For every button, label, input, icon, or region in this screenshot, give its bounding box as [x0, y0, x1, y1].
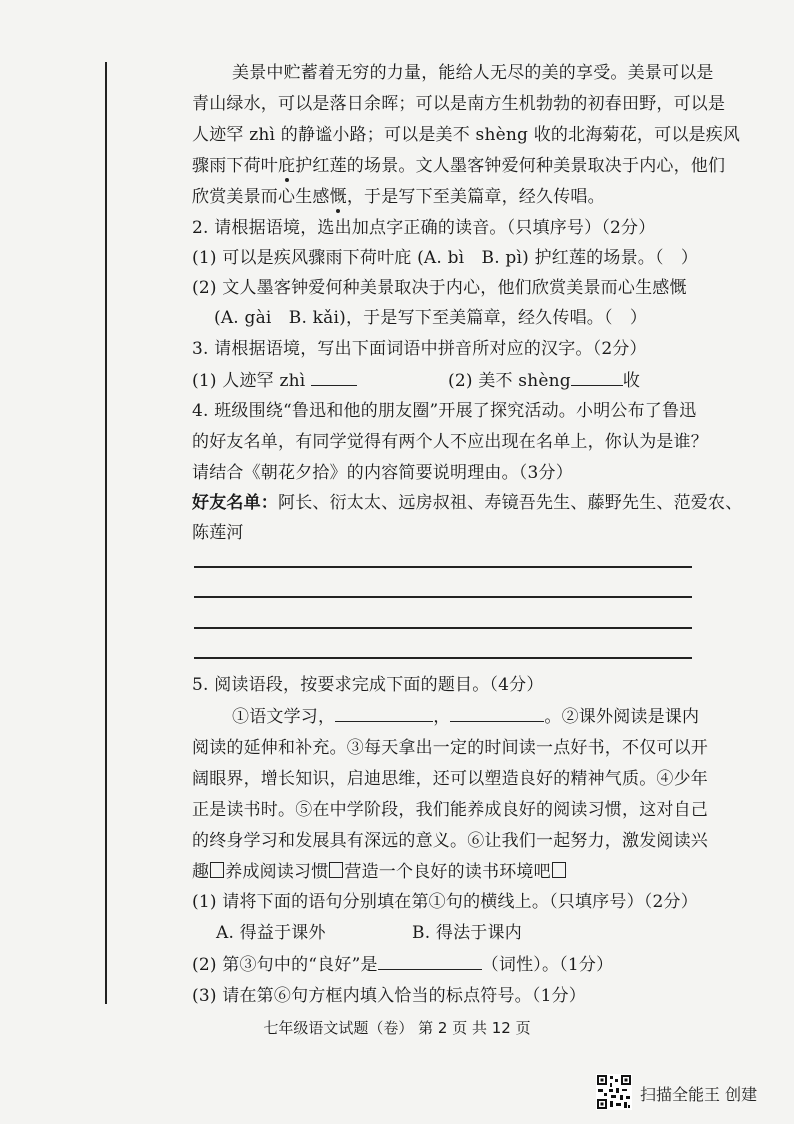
q3-title: 3. 请根据语境，写出下面词语中拼音所对应的汉字。（2分） [192, 339, 647, 359]
q5-sub-3: (3) 请在第⑥句方框内填入恰当的标点符号。（1分） [192, 986, 586, 1006]
para-text: 。②课外阅读是课内 [544, 707, 700, 727]
friend-list-line-2: 陈莲河 [192, 523, 244, 543]
dotted-char-bi: 庇 [278, 156, 296, 176]
passage-text: 护红莲的场景。文人墨客钟爱何种美景取决于内心，他们 [295, 156, 726, 176]
dotted-char-kai: 慨 [329, 187, 347, 207]
q5-para-5: 的终身学习和发展具有深远的意义。⑥让我们一起努力，激发阅读兴 [192, 831, 708, 851]
option-b: B. 得法于课内 [412, 923, 522, 943]
fill-blank-1[interactable] [335, 705, 433, 722]
q2-title: 2. 请根据语境，选出加点字正确的读音。（只填序号）（2分） [192, 218, 656, 238]
answer-blank[interactable] [311, 369, 357, 386]
passage-line-5 [192, 186, 605, 208]
punct-box-2[interactable] [329, 862, 343, 878]
margin-rule [105, 62, 107, 1004]
para-text: ， [433, 707, 451, 727]
q5-title: 5. 阅读语段，按要求完成下面的题目。（4分） [192, 675, 544, 695]
para-text: 养成阅读习惯 [225, 862, 329, 882]
option-a: A. 得益于课外 [216, 923, 326, 943]
answer-line-3[interactable] [194, 627, 692, 629]
q5-para-4: 正是读书时。⑤在中学阶段，我们能养成良好的阅读习惯，这对自己 [192, 800, 708, 820]
q3-item-1-text: (1) 人迹罕 zhì [192, 371, 306, 391]
passage-text: 欣赏美景而心生感 [192, 187, 330, 207]
friend-list-line-1 [192, 492, 742, 514]
qr-code-icon [596, 1074, 632, 1110]
para-text: 营造一个良好的读书环境吧 [344, 862, 551, 882]
q5-para-1 [232, 705, 699, 728]
para-text: 趣 [192, 862, 210, 882]
q4-line-2: 的好友名单，有同学觉得有两个人不应出现在名单上，你认为是谁？ [192, 432, 708, 452]
q5-para-2: 阅读的延伸和补充。③每天拿出一定的时间读一点好书，不仅可以开 [192, 738, 708, 758]
passage-line-4 [192, 155, 725, 177]
q5-sub-2-text: (2) 第③句中的“良好”是 [192, 955, 378, 975]
passage-line-2: 青山绿水，可以是落日余晖；可以是南方生机勃勃的初春田野，可以是 [192, 94, 726, 114]
answer-line-4[interactable] [194, 657, 692, 659]
friend-list-label: 好友名单： [192, 493, 278, 513]
word-class-blank[interactable] [378, 953, 482, 970]
q5-para-3: 阔眼界，增长知识，启迪思维，还可以塑造良好的精神气质。④少年 [192, 769, 708, 789]
answer-blank[interactable] [571, 369, 623, 386]
passage-text: 骤雨下荷叶 [192, 156, 278, 176]
answer-line-1[interactable] [194, 566, 692, 568]
q4-line-1: 4. 班级围绕“鲁迅和他的朋友圈”开展了探究活动。小明公布了鲁迅 [192, 401, 697, 421]
passage-line-3: 人迹罕 zhì 的静谧小路；可以是美不 shèng 收的北海菊花，可以是疾风 [192, 125, 741, 145]
passage-line-1: 美景中贮蓄着无穷的力量，能给人无尽的美的享受。美景可以是 [232, 63, 714, 83]
q3-item-1 [192, 369, 357, 392]
q5-sub-2-suffix: （词性）。（1分） [481, 955, 614, 975]
page-footer: 七年级语文试题（卷） 第 2 页 共 12 页 [263, 1019, 531, 1037]
punct-box-3[interactable] [552, 862, 566, 878]
q3-item-2-suffix: 收 [622, 371, 641, 391]
q2-item-2a: (2) 文人墨客钟爱何种美景取决于内心，他们欣赏美景而心生感慨 [192, 278, 687, 298]
punct-box-1[interactable] [210, 862, 224, 878]
scanner-watermark: 扫描全能王 创建 [640, 1085, 758, 1104]
q2-item-2b: (A. gài B. kǎi)，于是写下至美篇章，经久传唱。（ ） [214, 308, 648, 328]
para-text: ①语文学习， [232, 707, 336, 727]
friend-list-items: 阿长、衍太太、远房叔祖、寿镜吾先生、藤野先生、范爱农、 [278, 493, 743, 513]
answer-line-2[interactable] [194, 596, 692, 598]
q5-sub-2 [192, 953, 613, 976]
fill-blank-2[interactable] [450, 705, 544, 722]
q4-line-3: 请结合《朝花夕拾》的内容简要说明理由。（3分） [192, 463, 573, 483]
q5-para-6 [192, 861, 567, 883]
q3-item-2 [448, 369, 640, 392]
q2-item-1: (1) 可以是疾风骤雨下荷叶庇 (A. bì B. pì) 护红莲的场景。（ ） [192, 248, 699, 268]
passage-text: ，于是写下至美篇章，经久传唱。 [346, 187, 605, 207]
q3-item-2-text: (2) 美不 shèng [448, 371, 571, 391]
q5-sub-1: (1) 请将下面的语句分别填在第①句的横线上。（只填序号）（2分） [192, 892, 698, 912]
